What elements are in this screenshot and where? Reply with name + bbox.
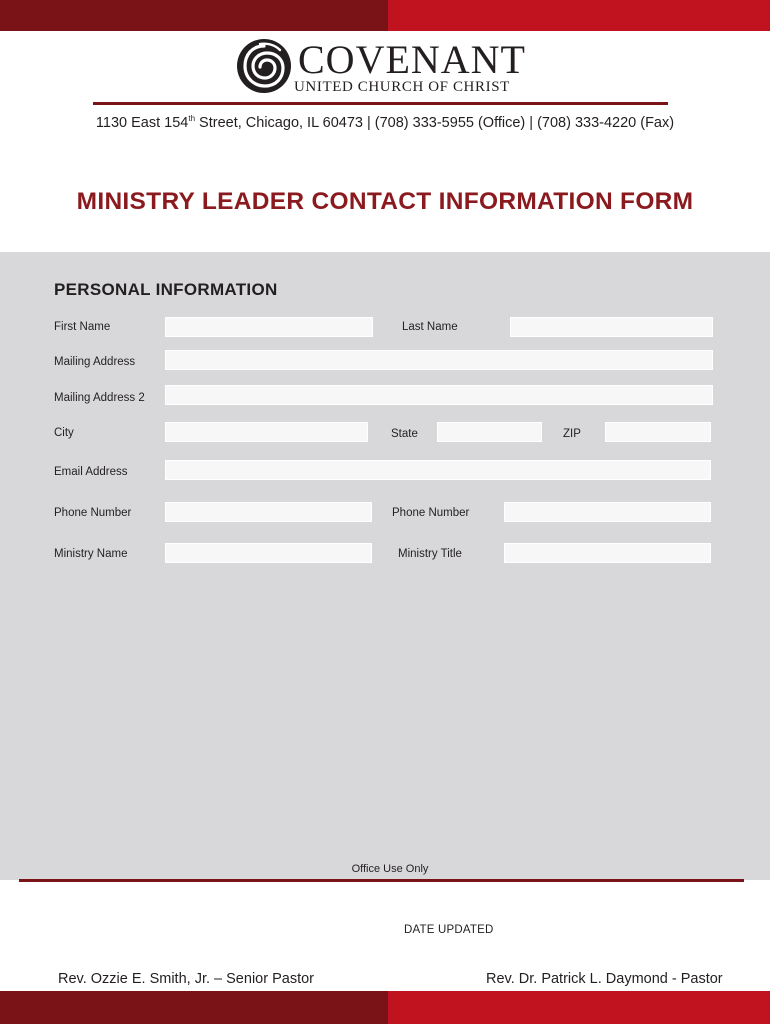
zip-field[interactable] bbox=[605, 422, 711, 442]
church-logo bbox=[236, 38, 556, 98]
first-name-label: First Name bbox=[54, 321, 111, 333]
ministry-title-field[interactable] bbox=[504, 543, 711, 563]
phone-number-2-label: Phone Number bbox=[392, 507, 470, 519]
top-bar-red bbox=[388, 0, 770, 31]
last-name-field[interactable] bbox=[510, 317, 713, 337]
org-name: COVENANT bbox=[298, 37, 526, 82]
top-bar-dark bbox=[0, 0, 388, 31]
ministry-name-field[interactable] bbox=[165, 543, 372, 563]
office-divider bbox=[19, 879, 744, 882]
phone-number-field[interactable] bbox=[165, 502, 372, 522]
ministry-title-label: Ministry Title bbox=[398, 548, 462, 560]
mailing-address-label: Mailing Address bbox=[54, 356, 136, 368]
address-prefix: 1130 East 154 bbox=[95, 115, 189, 131]
email-field[interactable] bbox=[165, 460, 711, 480]
mailing-address-2-label: Mailing Address 2 bbox=[54, 392, 145, 404]
org-subtitle: UNITED CHURCH OF CHRIST bbox=[294, 79, 510, 95]
city-label: City bbox=[54, 427, 74, 439]
bottom-bar-red bbox=[388, 991, 770, 1024]
office-use-label: Office Use Only bbox=[351, 863, 429, 875]
state-label: State bbox=[391, 428, 418, 440]
church-address bbox=[0, 114, 770, 132]
form-title: MINISTRY LEADER CONTACT INFORMATION FORM bbox=[76, 188, 694, 215]
form-panel bbox=[0, 252, 770, 880]
bottom-bar-dark bbox=[0, 991, 388, 1024]
header-divider bbox=[93, 102, 668, 105]
address-suffix: Street, Chicago, IL 60473 | (708) 333-5955 (Office) | (708) 333-4220 (Fax) bbox=[195, 115, 675, 131]
phone-number-label: Phone Number bbox=[54, 507, 132, 519]
date-updated-label: DATE UPDATED bbox=[404, 924, 494, 936]
ministry-name-label: Ministry Name bbox=[54, 548, 128, 560]
mailing-address-2-field[interactable] bbox=[165, 385, 713, 405]
mailing-address-field[interactable] bbox=[165, 350, 713, 370]
section-title: PERSONAL INFORMATION bbox=[54, 280, 278, 299]
pastor-name: Rev. Dr. Patrick L. Daymond - Pastor bbox=[486, 971, 723, 987]
email-label: Email Address bbox=[54, 466, 128, 478]
zip-label: ZIP bbox=[563, 428, 581, 440]
swirl-logo-icon bbox=[236, 38, 292, 94]
phone-number-2-field[interactable] bbox=[504, 502, 711, 522]
first-name-field[interactable] bbox=[165, 317, 373, 337]
city-field[interactable] bbox=[165, 422, 368, 442]
last-name-label: Last Name bbox=[402, 321, 458, 333]
state-field[interactable] bbox=[437, 422, 542, 442]
senior-pastor-name: Rev. Ozzie E. Smith, Jr. – Senior Pastor bbox=[58, 971, 314, 987]
address-superscript: th bbox=[188, 114, 196, 124]
